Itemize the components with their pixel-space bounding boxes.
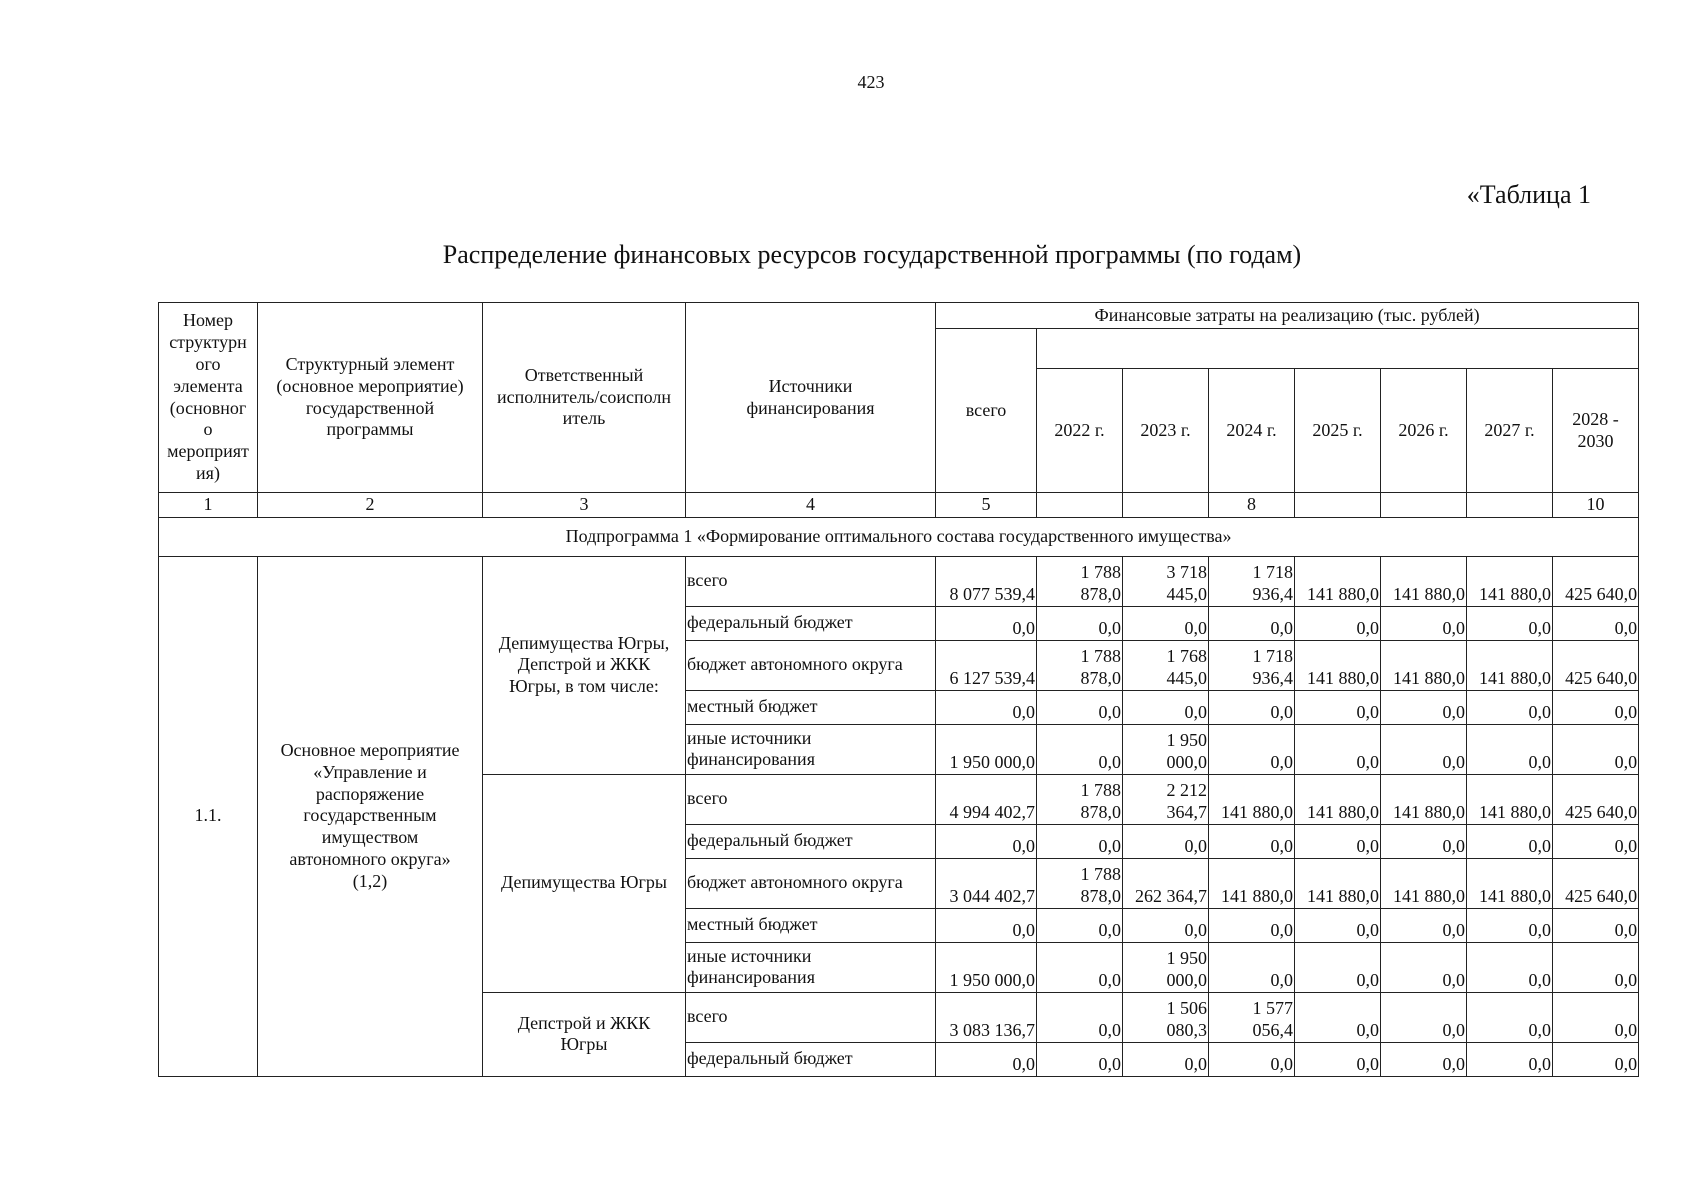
funding-source: местный бюджет (686, 690, 936, 724)
column-number (1295, 493, 1381, 518)
value-year: 141 880,0 (1295, 774, 1381, 824)
funding-source: федеральный бюджет (686, 1042, 936, 1076)
value-total: 8 077 539,4 (936, 556, 1037, 606)
value-year: 0,0 (1295, 942, 1381, 992)
value-year: 141 880,0 (1209, 858, 1295, 908)
value-year: 0,0 (1295, 690, 1381, 724)
value-year: 1 768 445,0 (1123, 640, 1209, 690)
value-year: 0,0 (1209, 942, 1295, 992)
column-number (1467, 493, 1553, 518)
value-year: 141 880,0 (1295, 556, 1381, 606)
value-total: 0,0 (936, 1042, 1037, 1076)
executor-name: Депимущества Югры (483, 774, 686, 992)
table-label: «Таблица 1 (1466, 180, 1591, 209)
value-year: 0,0 (1467, 908, 1553, 942)
value-year: 0,0 (1295, 824, 1381, 858)
value-year: 0,0 (1381, 1042, 1467, 1076)
value-year: 0,0 (1553, 992, 1639, 1042)
executor-name: Депимущества Югры, Депстрой и ЖКК Югры, в том числе: (483, 556, 686, 774)
value-year: 3 718 445,0 (1123, 556, 1209, 606)
header-year: 2028 - 2030 (1553, 369, 1639, 493)
value-year: 0,0 (1209, 690, 1295, 724)
funding-source: бюджет автономного округа (686, 640, 936, 690)
value-year: 0,0 (1553, 908, 1639, 942)
value-year: 0,0 (1467, 690, 1553, 724)
header-year: 2027 г. (1467, 369, 1553, 493)
value-year: 141 880,0 (1295, 640, 1381, 690)
document-title: Распределение финансовых ресурсов государственной программы (по годам) (442, 240, 1302, 269)
header-total: всего (936, 329, 1037, 493)
value-year: 0,0 (1295, 908, 1381, 942)
value-year: 0,0 (1553, 1042, 1639, 1076)
value-year: 1 506 080,3 (1123, 992, 1209, 1042)
value-total: 1 950 000,0 (936, 942, 1037, 992)
value-year: 0,0 (1295, 1042, 1381, 1076)
funding-source: бюджет автономного округа (686, 858, 936, 908)
value-year: 0,0 (1467, 724, 1553, 774)
value-year: 1 718 936,4 (1209, 556, 1295, 606)
value-year: 0,0 (1381, 724, 1467, 774)
value-year: 0,0 (1381, 606, 1467, 640)
executor-name: Депстрой и ЖКК Югры (483, 992, 686, 1076)
funding-source: местный бюджет (686, 908, 936, 942)
value-year: 0,0 (1381, 908, 1467, 942)
value-year: 141 880,0 (1381, 556, 1467, 606)
value-year: 262 364,7 (1123, 858, 1209, 908)
value-year: 0,0 (1209, 606, 1295, 640)
header-year: 2024 г. (1209, 369, 1295, 493)
value-year: 0,0 (1123, 824, 1209, 858)
value-year: 1 718 936,4 (1209, 640, 1295, 690)
value-year: 0,0 (1467, 1042, 1553, 1076)
measure-name: Основное мероприятие «Управление и распоряжение государственным имуществом автономного округа» (1,2) (258, 556, 483, 1076)
column-number: 2 (258, 493, 483, 518)
financial-resources-table (158, 302, 1639, 1077)
value-year: 0,0 (1037, 1042, 1123, 1076)
value-year: 0,0 (1467, 824, 1553, 858)
value-total: 3 083 136,7 (936, 992, 1037, 1042)
value-year: 141 880,0 (1209, 774, 1295, 824)
value-year: 141 880,0 (1381, 774, 1467, 824)
header-number: Номер структурн ого элемента (основног о мероприят ия) (159, 303, 258, 493)
value-year: 1 788 878,0 (1037, 556, 1123, 606)
value-year: 141 880,0 (1381, 640, 1467, 690)
value-year: 2 212 364,7 (1123, 774, 1209, 824)
value-year: 0,0 (1123, 1042, 1209, 1076)
value-year: 0,0 (1037, 606, 1123, 640)
value-total: 0,0 (936, 606, 1037, 640)
value-year: 0,0 (1209, 1042, 1295, 1076)
value-year: 0,0 (1295, 606, 1381, 640)
column-number (1381, 493, 1467, 518)
value-year: 1 788 878,0 (1037, 858, 1123, 908)
header-year: 2023 г. (1123, 369, 1209, 493)
measure-number: 1.1. (159, 556, 258, 1076)
column-number: 1 (159, 493, 258, 518)
value-year: 0,0 (1123, 908, 1209, 942)
column-number: 3 (483, 493, 686, 518)
value-total: 4 994 402,7 (936, 774, 1037, 824)
header-executor: Ответственный исполнитель/соисполн итель (483, 303, 686, 493)
value-total: 0,0 (936, 824, 1037, 858)
header-financial-costs: Финансовые затраты на реализацию (тыс. рублей) (936, 303, 1639, 329)
header-year: 2022 г. (1037, 369, 1123, 493)
value-year: 141 880,0 (1295, 858, 1381, 908)
value-total: 0,0 (936, 690, 1037, 724)
header-year: 2026 г. (1381, 369, 1467, 493)
value-year: 0,0 (1295, 992, 1381, 1042)
value-year: 0,0 (1553, 824, 1639, 858)
value-year: 0,0 (1209, 824, 1295, 858)
value-year: 0,0 (1037, 690, 1123, 724)
subprogram-title: Подпрограмма 1 «Формирование оптимального состава государственного имущества» (159, 518, 1639, 557)
value-year: 141 880,0 (1467, 556, 1553, 606)
value-year: 425 640,0 (1553, 556, 1639, 606)
column-number: 5 (936, 493, 1037, 518)
value-total: 3 044 402,7 (936, 858, 1037, 908)
column-number (1123, 493, 1209, 518)
value-year: 0,0 (1209, 908, 1295, 942)
value-year: 0,0 (1381, 942, 1467, 992)
header-funding-sources: Источники финансирования (686, 303, 936, 493)
table-row (159, 556, 1639, 606)
column-number: 8 (1209, 493, 1295, 518)
value-year: 425 640,0 (1553, 774, 1639, 824)
value-year: 141 880,0 (1381, 858, 1467, 908)
value-year: 0,0 (1037, 942, 1123, 992)
column-number (1037, 493, 1123, 518)
value-year: 1 577 056,4 (1209, 992, 1295, 1042)
funding-source: всего (686, 556, 936, 606)
funding-source: иные источники финансирования (686, 724, 936, 774)
funding-source: всего (686, 774, 936, 824)
value-year: 425 640,0 (1553, 640, 1639, 690)
header-years-blank (1037, 329, 1639, 369)
value-year: 141 880,0 (1467, 774, 1553, 824)
funding-source: иные источники финансирования (686, 942, 936, 992)
value-year: 0,0 (1381, 824, 1467, 858)
value-total: 1 950 000,0 (936, 724, 1037, 774)
column-number: 4 (686, 493, 936, 518)
value-year: 0,0 (1381, 690, 1467, 724)
value-year: 0,0 (1553, 724, 1639, 774)
value-year: 1 950 000,0 (1123, 942, 1209, 992)
value-year: 141 880,0 (1467, 858, 1553, 908)
column-number: 10 (1553, 493, 1639, 518)
value-year: 0,0 (1467, 942, 1553, 992)
funding-source: федеральный бюджет (686, 606, 936, 640)
value-year: 0,0 (1037, 992, 1123, 1042)
funding-source: федеральный бюджет (686, 824, 936, 858)
page-number: 423 (857, 72, 885, 92)
header-structural-element: Структурный элемент (основное мероприятие) государственной программы (258, 303, 483, 493)
value-year: 0,0 (1123, 690, 1209, 724)
header-year: 2025 г. (1295, 369, 1381, 493)
value-year: 0,0 (1037, 908, 1123, 942)
value-year: 0,0 (1123, 606, 1209, 640)
value-total: 6 127 539,4 (936, 640, 1037, 690)
value-year: 1 950 000,0 (1123, 724, 1209, 774)
value-year: 0,0 (1037, 824, 1123, 858)
value-year: 425 640,0 (1553, 858, 1639, 908)
value-year: 0,0 (1553, 606, 1639, 640)
value-year: 0,0 (1553, 690, 1639, 724)
funding-source: всего (686, 992, 936, 1042)
value-year: 1 788 878,0 (1037, 640, 1123, 690)
value-year: 0,0 (1209, 724, 1295, 774)
value-year: 0,0 (1295, 724, 1381, 774)
value-year: 141 880,0 (1467, 640, 1553, 690)
value-year: 0,0 (1553, 942, 1639, 992)
value-year: 0,0 (1037, 724, 1123, 774)
value-year: 0,0 (1381, 992, 1467, 1042)
value-total: 0,0 (936, 908, 1037, 942)
value-year: 1 788 878,0 (1037, 774, 1123, 824)
value-year: 0,0 (1467, 992, 1553, 1042)
value-year: 0,0 (1467, 606, 1553, 640)
